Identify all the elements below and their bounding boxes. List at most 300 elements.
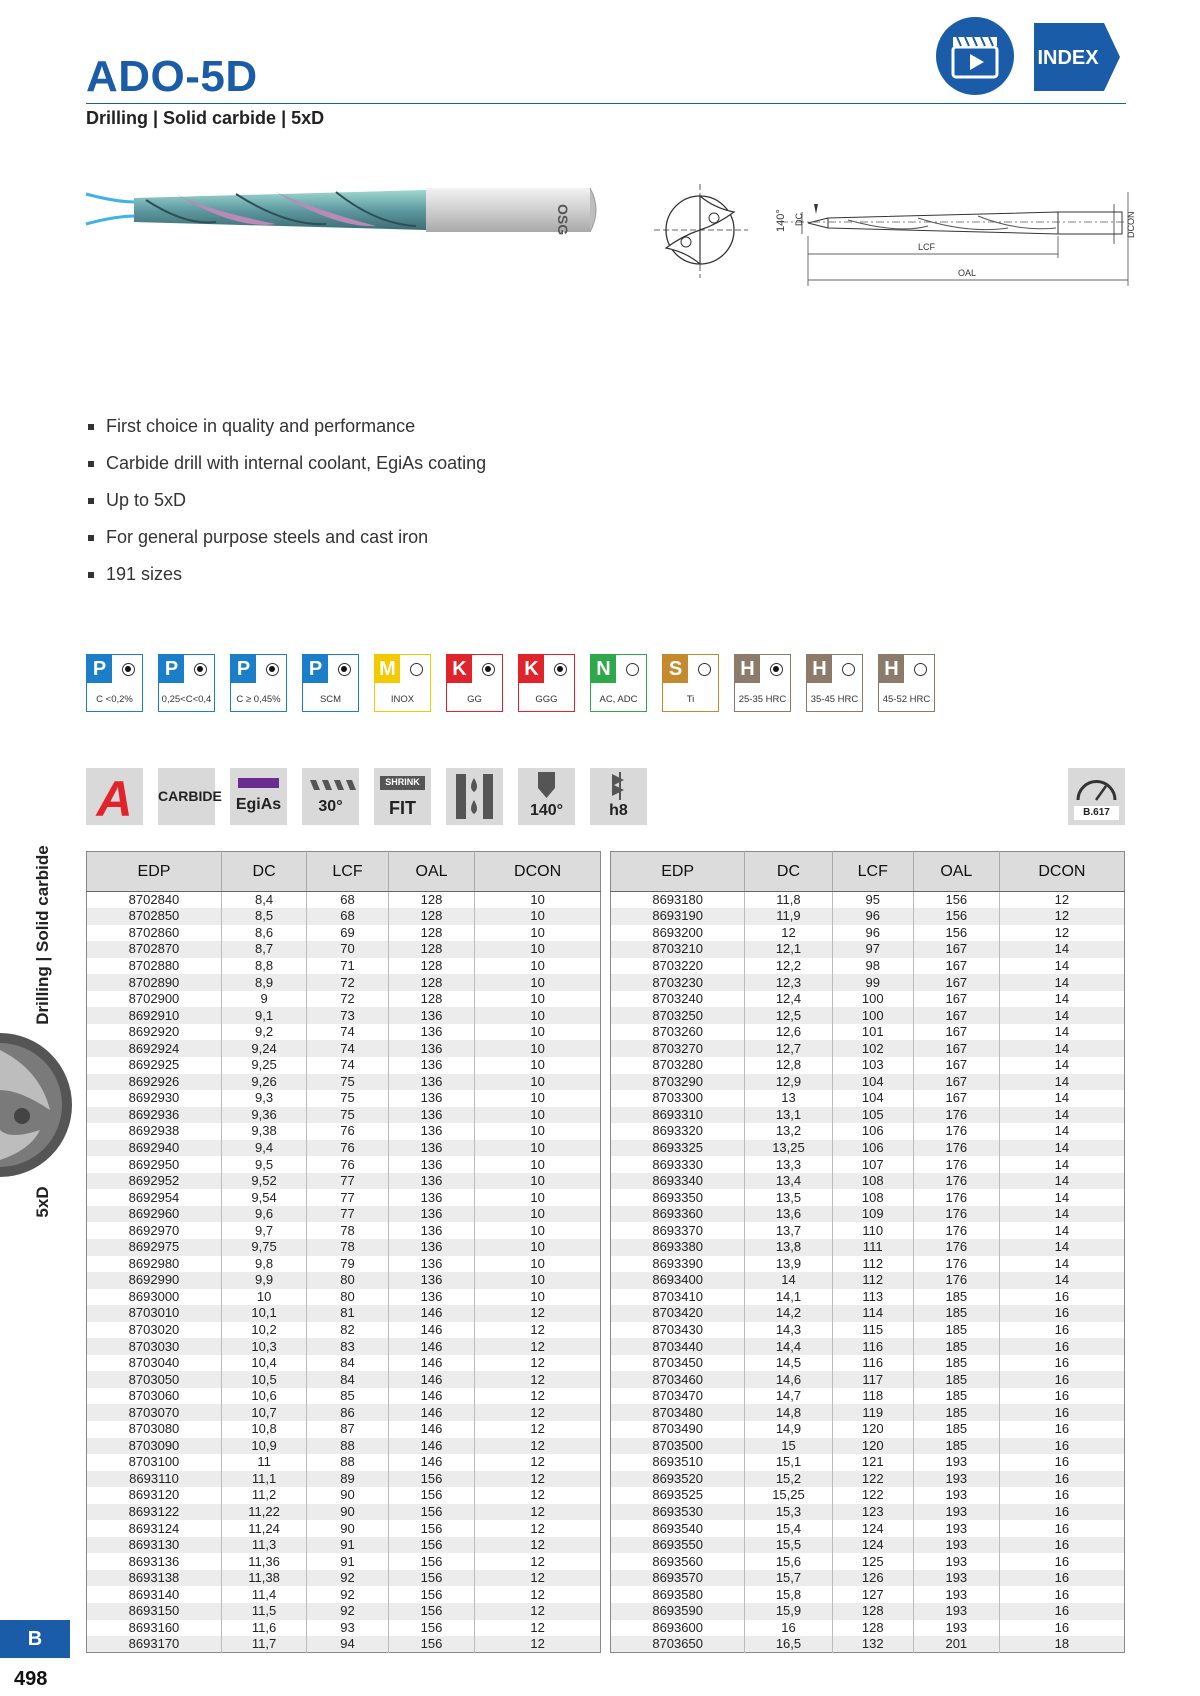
table-cell: 193 — [913, 1504, 999, 1521]
table-cell: 10 — [475, 908, 601, 925]
table-cell: 8703410 — [611, 1289, 745, 1306]
table-row — [611, 1189, 1125, 1206]
table-cell: 136 — [388, 1107, 474, 1124]
table-row — [611, 1438, 1125, 1455]
table-row — [611, 1454, 1125, 1471]
table-cell: 16 — [999, 1305, 1124, 1322]
table-cell: 8692940 — [87, 1140, 222, 1157]
table-cell: 12 — [475, 1504, 601, 1521]
possible-dot-icon — [410, 663, 423, 676]
table-cell: 16 — [745, 1620, 832, 1637]
table-cell: 9,8 — [221, 1256, 306, 1273]
table-cell: 89 — [307, 1471, 389, 1488]
table-cell: 12 — [475, 1388, 601, 1405]
table-row — [87, 1256, 601, 1273]
table-cell: 8692925 — [87, 1057, 222, 1074]
table-row — [87, 1074, 601, 1091]
column-header: EDP — [611, 852, 745, 892]
table-cell: 8703440 — [611, 1338, 745, 1355]
table-row — [611, 1057, 1125, 1074]
table-cell: 8693190 — [611, 908, 745, 925]
table-cell: 15,6 — [745, 1553, 832, 1570]
table-row — [611, 1404, 1125, 1421]
table-cell: 121 — [832, 1454, 913, 1471]
page-number: 498 — [14, 1668, 48, 1690]
table-cell: 92 — [307, 1586, 389, 1603]
table-cell: 8703290 — [611, 1074, 745, 1091]
possible-dot-icon — [626, 663, 639, 676]
internal-coolant-icon — [446, 768, 503, 825]
table-row — [611, 1355, 1125, 1372]
table-row — [87, 1024, 601, 1041]
table-cell: 12 — [475, 1487, 601, 1504]
table-cell: 8,6 — [221, 925, 306, 942]
material-condition: SCM — [319, 694, 342, 705]
table-cell: 8702840 — [87, 892, 222, 909]
table-cell: 10,3 — [221, 1338, 306, 1355]
table-cell: 9,1 — [221, 1007, 306, 1024]
tool-property-icons — [86, 768, 662, 825]
table-cell: 14,2 — [745, 1305, 832, 1322]
table-cell: 14 — [999, 1024, 1124, 1041]
table-cell: 14,3 — [745, 1322, 832, 1339]
table-cell: 8693510 — [611, 1454, 745, 1471]
table-cell: 167 — [913, 941, 999, 958]
table-cell: 176 — [913, 1123, 999, 1140]
table-cell: 120 — [832, 1438, 913, 1455]
table-row — [611, 1504, 1125, 1521]
table-cell: 12 — [475, 1404, 601, 1421]
table-cell: 8702850 — [87, 908, 222, 925]
dimension-table-right — [610, 851, 1125, 1653]
table-cell: 10 — [475, 1256, 601, 1273]
table-cell: 8702890 — [87, 974, 222, 991]
table-cell: 11,9 — [745, 908, 832, 925]
table-cell: 136 — [388, 1057, 474, 1074]
table-cell: 8693520 — [611, 1471, 745, 1488]
table-cell: 10 — [475, 1074, 601, 1091]
table-cell: 146 — [388, 1305, 474, 1322]
table-cell: 136 — [388, 1040, 474, 1057]
table-cell: 156 — [388, 1504, 474, 1521]
table-cell: 8693110 — [87, 1471, 222, 1488]
table-row — [87, 1438, 601, 1455]
table-cell: 126 — [832, 1570, 913, 1587]
table-row — [611, 908, 1125, 925]
drill-cross-section-drawing — [648, 178, 758, 293]
drill-dimension-drawing — [775, 182, 1136, 297]
table-cell: 14 — [999, 1090, 1124, 1107]
table-cell: 105 — [832, 1107, 913, 1124]
table-cell: 8702870 — [87, 941, 222, 958]
table-cell: 185 — [913, 1305, 999, 1322]
oal-label: OAL — [958, 268, 977, 278]
table-cell: 136 — [388, 1074, 474, 1091]
table-cell: 14 — [999, 941, 1124, 958]
table-cell: 13,7 — [745, 1222, 832, 1239]
suitable-dot-icon — [338, 663, 351, 676]
material-condition: C <0,2% — [96, 694, 133, 705]
table-cell: 8693124 — [87, 1520, 222, 1537]
material-box — [806, 654, 863, 712]
table-cell: 12 — [475, 1322, 601, 1339]
table-row — [611, 1074, 1125, 1091]
feature-item: Up to 5xD — [88, 489, 486, 526]
table-cell: 8693370 — [611, 1222, 745, 1239]
table-cell: 12 — [475, 1454, 601, 1471]
table-cell: 82 — [307, 1322, 389, 1339]
bullet-icon — [88, 461, 94, 467]
table-cell: 109 — [832, 1206, 913, 1223]
table-cell: 136 — [388, 1024, 474, 1041]
video-button[interactable] — [936, 17, 1014, 95]
table-cell: 8703270 — [611, 1040, 745, 1057]
table-cell: 16 — [999, 1355, 1124, 1372]
table-row — [87, 1338, 601, 1355]
table-cell: 103 — [832, 1057, 913, 1074]
table-row — [87, 1239, 601, 1256]
table-cell: 120 — [832, 1421, 913, 1438]
table-cell: 14,9 — [745, 1421, 832, 1438]
table-cell: 14 — [999, 1007, 1124, 1024]
table-cell: 12 — [745, 925, 832, 942]
table-row — [87, 1504, 601, 1521]
table-cell: 11,1 — [221, 1471, 306, 1488]
table-cell: 176 — [913, 1206, 999, 1223]
table-cell: 8693600 — [611, 1620, 745, 1637]
table-row — [611, 1222, 1125, 1239]
table-cell: 8692980 — [87, 1256, 222, 1273]
table-cell: 185 — [913, 1289, 999, 1306]
table-cell: 68 — [307, 892, 389, 909]
table-cell: 128 — [388, 925, 474, 942]
table-cell: 12,6 — [745, 1024, 832, 1041]
table-cell: 10 — [475, 1007, 601, 1024]
possible-dot-icon — [842, 663, 855, 676]
table-cell: 11,3 — [221, 1537, 306, 1554]
table-cell: 80 — [307, 1272, 389, 1289]
table-cell: 124 — [832, 1520, 913, 1537]
table-cell: 14 — [999, 1256, 1124, 1273]
table-cell: 11,38 — [221, 1570, 306, 1587]
table-cell: 8693180 — [611, 892, 745, 909]
table-cell: 8,7 — [221, 941, 306, 958]
table-cell: 102 — [832, 1040, 913, 1057]
table-cell: 73 — [307, 1007, 389, 1024]
table-cell: 10 — [475, 1289, 601, 1306]
table-cell: 16 — [999, 1338, 1124, 1355]
table-cell: 16 — [999, 1371, 1124, 1388]
table-cell: 92 — [307, 1570, 389, 1587]
table-row — [611, 1487, 1125, 1504]
lcf-label: LCF — [918, 242, 936, 252]
side-category-label: Drilling | Solid carbide — [33, 845, 52, 1025]
table-cell: 15,8 — [745, 1586, 832, 1603]
table-cell: 14 — [999, 1173, 1124, 1190]
table-row — [87, 1371, 601, 1388]
table-cell: 12 — [475, 1570, 601, 1587]
table-cell: 16 — [999, 1421, 1124, 1438]
table-cell: 13,5 — [745, 1189, 832, 1206]
table-cell: 8693122 — [87, 1504, 222, 1521]
table-cell: 8692926 — [87, 1074, 222, 1091]
table-cell: 8703070 — [87, 1404, 222, 1421]
table-row — [87, 1222, 601, 1239]
table-cell: 8693325 — [611, 1140, 745, 1157]
table-row — [611, 1007, 1125, 1024]
table-row — [611, 1620, 1125, 1637]
table-row — [87, 1289, 601, 1306]
table-cell: 9,38 — [221, 1123, 306, 1140]
table-cell: 156 — [388, 1620, 474, 1637]
table-cell: 10 — [475, 974, 601, 991]
table-cell: 185 — [913, 1388, 999, 1405]
table-cell: 15,5 — [745, 1537, 832, 1554]
table-row — [611, 1371, 1125, 1388]
table-cell: 8,8 — [221, 958, 306, 975]
table-cell: 156 — [913, 892, 999, 909]
table-cell: 146 — [388, 1355, 474, 1372]
table-cell: 14 — [999, 1206, 1124, 1223]
side-depth-label: 5xD — [33, 1186, 52, 1218]
table-row — [87, 958, 601, 975]
table-cell: 156 — [388, 1553, 474, 1570]
table-cell: 176 — [913, 1222, 999, 1239]
table-row — [611, 1553, 1125, 1570]
table-row — [87, 1636, 601, 1653]
table-cell: 10 — [475, 1040, 601, 1057]
table-row — [611, 1107, 1125, 1124]
table-cell: 136 — [388, 1239, 474, 1256]
table-cell: 123 — [832, 1504, 913, 1521]
table-cell: 127 — [832, 1586, 913, 1603]
table-cell: 15,4 — [745, 1520, 832, 1537]
table-cell: 8693525 — [611, 1487, 745, 1504]
table-cell: 136 — [388, 1140, 474, 1157]
table-row — [87, 925, 601, 942]
table-cell: 11,8 — [745, 892, 832, 909]
table-cell: 8693140 — [87, 1586, 222, 1603]
table-cell: 100 — [832, 1007, 913, 1024]
table-cell: 9,6 — [221, 1206, 306, 1223]
table-row — [611, 991, 1125, 1008]
cutting-data-gauge-icon[interactable] — [1068, 768, 1125, 825]
material-letter: M — [375, 655, 400, 683]
table-cell: 11,22 — [221, 1504, 306, 1521]
table-cell: 8692954 — [87, 1189, 222, 1206]
suitable-dot-icon — [194, 663, 207, 676]
table-cell: 12,2 — [745, 958, 832, 975]
material-letter: S — [663, 655, 688, 683]
table-cell: 12 — [475, 1438, 601, 1455]
table-cell: 91 — [307, 1553, 389, 1570]
table-cell: 146 — [388, 1454, 474, 1471]
table-cell: 9,9 — [221, 1272, 306, 1289]
table-cell: 132 — [832, 1636, 913, 1653]
table-cell: 8693310 — [611, 1107, 745, 1124]
table-cell: 14 — [999, 958, 1124, 975]
suitable-dot-icon — [770, 663, 783, 676]
feature-item: First choice in quality and performance — [88, 415, 486, 452]
table-cell: 118 — [832, 1388, 913, 1405]
table-cell: 146 — [388, 1388, 474, 1405]
feature-item: For general purpose steels and cast iron — [88, 526, 486, 563]
table-cell: 12,4 — [745, 991, 832, 1008]
material-condition: 0,25<C<0,4 — [161, 694, 212, 705]
table-cell: 14 — [999, 1140, 1124, 1157]
table-cell: 9,36 — [221, 1107, 306, 1124]
table-cell: 8693360 — [611, 1206, 745, 1223]
table-cell: 12 — [475, 1636, 601, 1653]
table-cell: 13,9 — [745, 1256, 832, 1273]
table-cell: 104 — [832, 1074, 913, 1091]
table-cell: 10 — [475, 925, 601, 942]
table-row — [87, 1173, 601, 1190]
material-condition: 35-45 HRC — [810, 694, 859, 705]
table-cell: 15,3 — [745, 1504, 832, 1521]
table-row — [611, 1322, 1125, 1339]
table-cell: 14 — [999, 991, 1124, 1008]
table-row — [87, 1189, 601, 1206]
section-tab[interactable]: B — [0, 1620, 70, 1658]
column-header: DC — [221, 852, 306, 892]
table-cell: 10 — [221, 1289, 306, 1306]
table-cell: 9,2 — [221, 1024, 306, 1041]
table-cell: 104 — [832, 1090, 913, 1107]
table-cell: 77 — [307, 1173, 389, 1190]
table-cell: 10 — [475, 1156, 601, 1173]
table-cell: 12,8 — [745, 1057, 832, 1074]
bullet-icon — [88, 424, 94, 430]
table-cell: 167 — [913, 1074, 999, 1091]
table-cell: 10 — [475, 1272, 601, 1289]
table-cell: 16 — [999, 1404, 1124, 1421]
table-cell: 193 — [913, 1586, 999, 1603]
table-cell: 76 — [307, 1156, 389, 1173]
table-cell: 74 — [307, 1024, 389, 1041]
feature-item: 191 sizes — [88, 563, 486, 600]
table-cell: 8693540 — [611, 1520, 745, 1537]
table-cell: 88 — [307, 1454, 389, 1471]
table-cell: 8693320 — [611, 1123, 745, 1140]
table-cell: 156 — [388, 1520, 474, 1537]
table-cell: 8692960 — [87, 1206, 222, 1223]
material-letter: H — [735, 655, 760, 683]
table-cell: 14 — [999, 1156, 1124, 1173]
table-cell: 128 — [388, 991, 474, 1008]
table-row — [87, 908, 601, 925]
table-cell: 10 — [475, 1206, 601, 1223]
table-cell: 12 — [999, 925, 1124, 942]
table-cell: 8703030 — [87, 1338, 222, 1355]
table-cell: 8703420 — [611, 1305, 745, 1322]
table-cell: 10 — [475, 1024, 601, 1041]
table-row — [611, 1421, 1125, 1438]
table-cell: 97 — [832, 941, 913, 958]
material-condition: C ≥ 0,45% — [236, 694, 281, 705]
table-cell: 13,4 — [745, 1173, 832, 1190]
table-cell: 8703650 — [611, 1636, 745, 1653]
table-cell: 9,75 — [221, 1239, 306, 1256]
table-cell: 111 — [832, 1239, 913, 1256]
table-row — [87, 1421, 601, 1438]
table-cell: 8703430 — [611, 1322, 745, 1339]
table-cell: 119 — [832, 1404, 913, 1421]
table-cell: 8693590 — [611, 1603, 745, 1620]
table-cell: 106 — [832, 1140, 913, 1157]
bullet-icon — [88, 498, 94, 504]
table-cell: 193 — [913, 1471, 999, 1488]
table-cell: 91 — [307, 1537, 389, 1554]
table-cell: 146 — [388, 1421, 474, 1438]
table-cell: 106 — [832, 1123, 913, 1140]
table-cell: 96 — [832, 925, 913, 942]
shank-tolerance-icon: h8 — [590, 768, 647, 825]
table-row — [87, 1355, 601, 1372]
material-letter: K — [519, 655, 544, 683]
table-cell: 16 — [999, 1471, 1124, 1488]
table-cell: 10,7 — [221, 1404, 306, 1421]
table-cell: 10,4 — [221, 1355, 306, 1372]
table-cell: 193 — [913, 1520, 999, 1537]
table-cell: 8703250 — [611, 1007, 745, 1024]
table-cell: 8703260 — [611, 1024, 745, 1041]
table-cell: 8703230 — [611, 974, 745, 991]
material-condition: GG — [467, 694, 482, 705]
table-cell: 8703020 — [87, 1322, 222, 1339]
table-cell: 8703460 — [611, 1371, 745, 1388]
table-cell: 71 — [307, 958, 389, 975]
table-cell: 8702880 — [87, 958, 222, 975]
table-cell: 12,5 — [745, 1007, 832, 1024]
table-cell: 99 — [832, 974, 913, 991]
table-cell: 8692990 — [87, 1272, 222, 1289]
table-row — [87, 991, 601, 1008]
table-row — [611, 1123, 1125, 1140]
table-row — [87, 1620, 601, 1637]
table-cell: 116 — [832, 1355, 913, 1372]
table-cell: 112 — [832, 1272, 913, 1289]
table-cell: 10,5 — [221, 1371, 306, 1388]
table-cell: 87 — [307, 1421, 389, 1438]
table-cell: 14 — [999, 1057, 1124, 1074]
table-cell: 136 — [388, 1173, 474, 1190]
material-letter: K — [447, 655, 472, 683]
table-cell: 16 — [999, 1553, 1124, 1570]
table-cell: 8703080 — [87, 1421, 222, 1438]
side-drill-graphic — [0, 1030, 72, 1180]
table-cell: 18 — [999, 1636, 1124, 1653]
table-cell: 16 — [999, 1438, 1124, 1455]
table-cell: 16 — [999, 1504, 1124, 1521]
material-box — [158, 654, 215, 712]
table-cell: 156 — [388, 1636, 474, 1653]
table-cell: 74 — [307, 1057, 389, 1074]
table-cell: 8702860 — [87, 925, 222, 942]
table-cell: 8693570 — [611, 1570, 745, 1587]
table-cell: 8693550 — [611, 1537, 745, 1554]
index-button[interactable] — [1034, 23, 1120, 91]
table-cell: 85 — [307, 1388, 389, 1405]
table-cell: 15,9 — [745, 1603, 832, 1620]
material-box — [230, 654, 287, 712]
table-cell: 10 — [475, 991, 601, 1008]
table-cell: 156 — [388, 1570, 474, 1587]
table-cell: 8703050 — [87, 1371, 222, 1388]
table-cell: 101 — [832, 1024, 913, 1041]
table-cell: 14 — [999, 1272, 1124, 1289]
table-cell: 176 — [913, 1140, 999, 1157]
